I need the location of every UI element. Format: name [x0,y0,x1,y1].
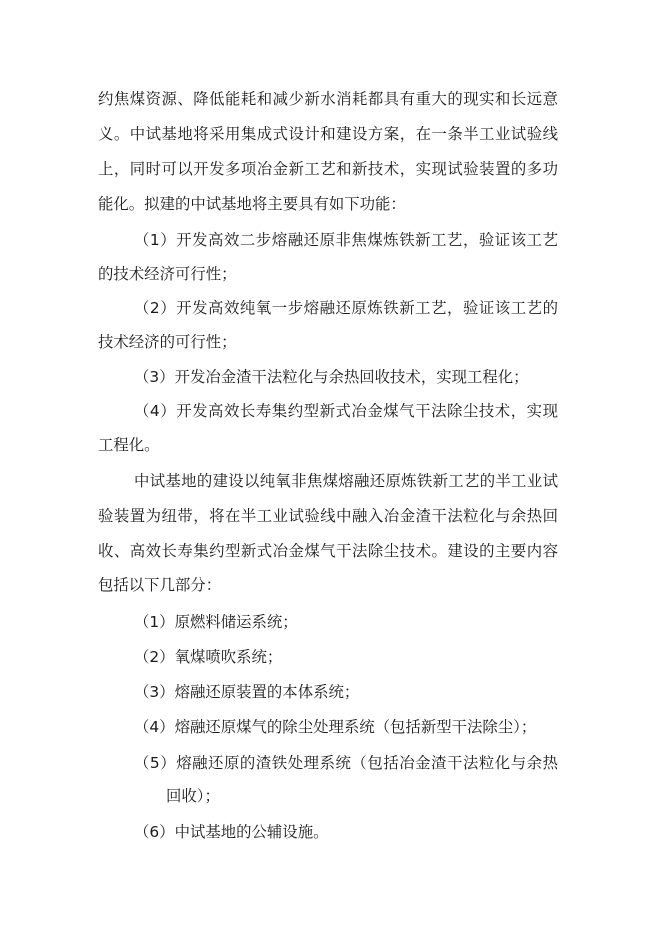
construction-line-3: 收、高效长寿集约型新式冶金煤气干法除尘技术。建设的主要内容 [98,542,558,560]
intro-line-3: 上，同时可以开发多项冶金新工艺和新技术，实现试验装置的多功 [98,160,558,178]
content-item-1: （1）原燃料储运系统； [134,613,298,631]
function-4-line-1: （4）开发高效长寿集约型新式冶金煤气干法除尘技术，实现 [134,402,558,420]
construction-line-2: 验装置为纽带，将在半工业试验线中融入冶金渣干法粒化与余热回 [98,507,558,525]
function-2-line-1: （2）开发高效纯氧一步熔融还原炼铁新工艺，验证该工艺的 [134,299,558,317]
content-item-3: （3）熔融还原装置的本体系统； [134,683,360,701]
content-item-4: （4）熔融还原煤气的除尘处理系统（包括新型干法除尘）； [134,718,537,736]
intro-line-1: 约焦煤资源、降低能耗和减少新水消耗都具有重大的现实和长远意 [98,90,558,108]
function-2-line-2: 技术经济的可行性； [98,333,237,351]
content-item-2: （2）氧煤喷吹系统； [134,648,283,666]
function-3-line-1: （3）开发冶金渣干法粒化与余热回收技术，实现工程化； [134,368,529,386]
intro-line-4: 能化。拟建的中试基地将主要具有如下功能： [98,195,406,213]
construction-line-1: 中试基地的建设以纯氧非焦煤熔融还原炼铁新工艺的半工业试 [134,472,558,490]
content-item-5-line-1: （5）熔融还原的渣铁处理系统（包括冶金渣干法粒化与余热 [134,754,558,772]
function-4-line-2: 工程化。 [98,436,160,454]
content-item-5-line-2: 回收）； [166,787,220,805]
function-1-line-1: （1）开发高效二步熔融还原非焦煤炼铁新工艺，验证该工艺 [134,231,558,249]
content-item-6: （6）中试基地的公辅设施。 [134,823,329,841]
intro-line-2: 义。中试基地将采用集成式设计和建设方案，在一条半工业试验线 [98,125,558,143]
function-1-line-2: 的技术经济可行性； [98,265,237,283]
construction-line-4: 包括以下几部分： [98,576,222,594]
